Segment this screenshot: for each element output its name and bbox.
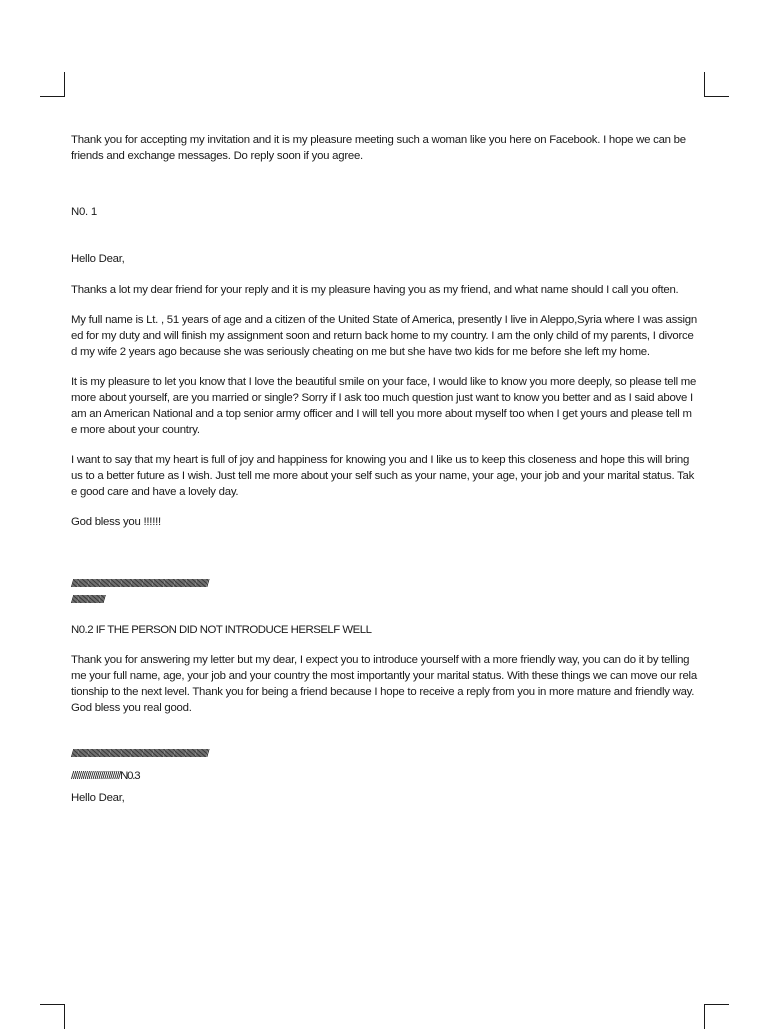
greeting-1: Hello Dear, xyxy=(71,253,125,265)
paragraph-3: It is my pleasure to let you know that I love the beautiful smile on your face, I would like to know you more deeply, so please tell me more about yourself, are you married or single? Sorry if I ask too much question just want to know you better and as I said above I am an American National and a top senior army officer and I will tell you more about myself too when I get yours and please tell me more about your country. xyxy=(71,376,697,436)
divider-2-line: //////////////////////////////////////////////////////////////////////////////////////////////////////////// xyxy=(71,748,208,760)
blessing-line: God bless you !!!!!! xyxy=(71,516,161,528)
crop-mark-bottom-right xyxy=(704,1004,729,1029)
crop-mark-top-left xyxy=(40,72,65,97)
divider-1-line-2: ////////////////////////// xyxy=(71,594,104,606)
paragraph-1: Thanks a lot my dear friend for your reply and it is my pleasure having you as my friend, and what name should I call you often. xyxy=(71,284,679,296)
section-2-heading: N0.2 IF THE PERSON DID NOT INTRODUCE HERSELF WELL xyxy=(71,624,372,636)
section-1-heading: N0. 1 xyxy=(71,206,97,218)
greeting-2: Hello Dear, xyxy=(71,792,125,804)
section-3-heading: /////////////////////////N0.3 xyxy=(71,770,140,782)
crop-mark-top-right xyxy=(704,72,729,97)
crop-mark-bottom-left xyxy=(40,1004,65,1029)
intro-paragraph: Thank you for accepting my invitation and it is my pleasure meeting such a woman like you here on Facebook. I hope we can be friends and exchange messages. Do reply soon if you agree. xyxy=(71,134,686,162)
paragraph-2: My full name is Lt. , 51 years of age and a citizen of the United State of America, presently I live in Aleppo,Syria where I was assigned for my duty and will finish my assignment soon and return back home to my country. I am the only child of my parents, I divorced my wife 2 years ago because she was seriously cheating on me but she have two kids for me before she left my home. xyxy=(71,314,697,358)
divider-1-line-1: //////////////////////////////////////////////////////////////////////////////////////////////////////////// xyxy=(71,578,208,590)
paragraph-4: I want to say that my heart is full of joy and happiness for knowing you and I like us to keep this closeness and hope this will bring us to a better future as I wish. Just tell me more about your self such as your name, your age, your job and your marital status. Take good care and have a lovely day. xyxy=(71,454,695,498)
paragraph-5: Thank you for answering my letter but my dear, I expect you to introduce yourself with a more friendly way, you can do it by telling me your full name, age, your job and your country the most importantly your marital status. With these things we can move our relationship to the next level. Thank you for being a friend because I hope to receive a reply from you in more mature and friendly way. God bless you real good. xyxy=(71,654,697,714)
document-body xyxy=(71,132,697,806)
